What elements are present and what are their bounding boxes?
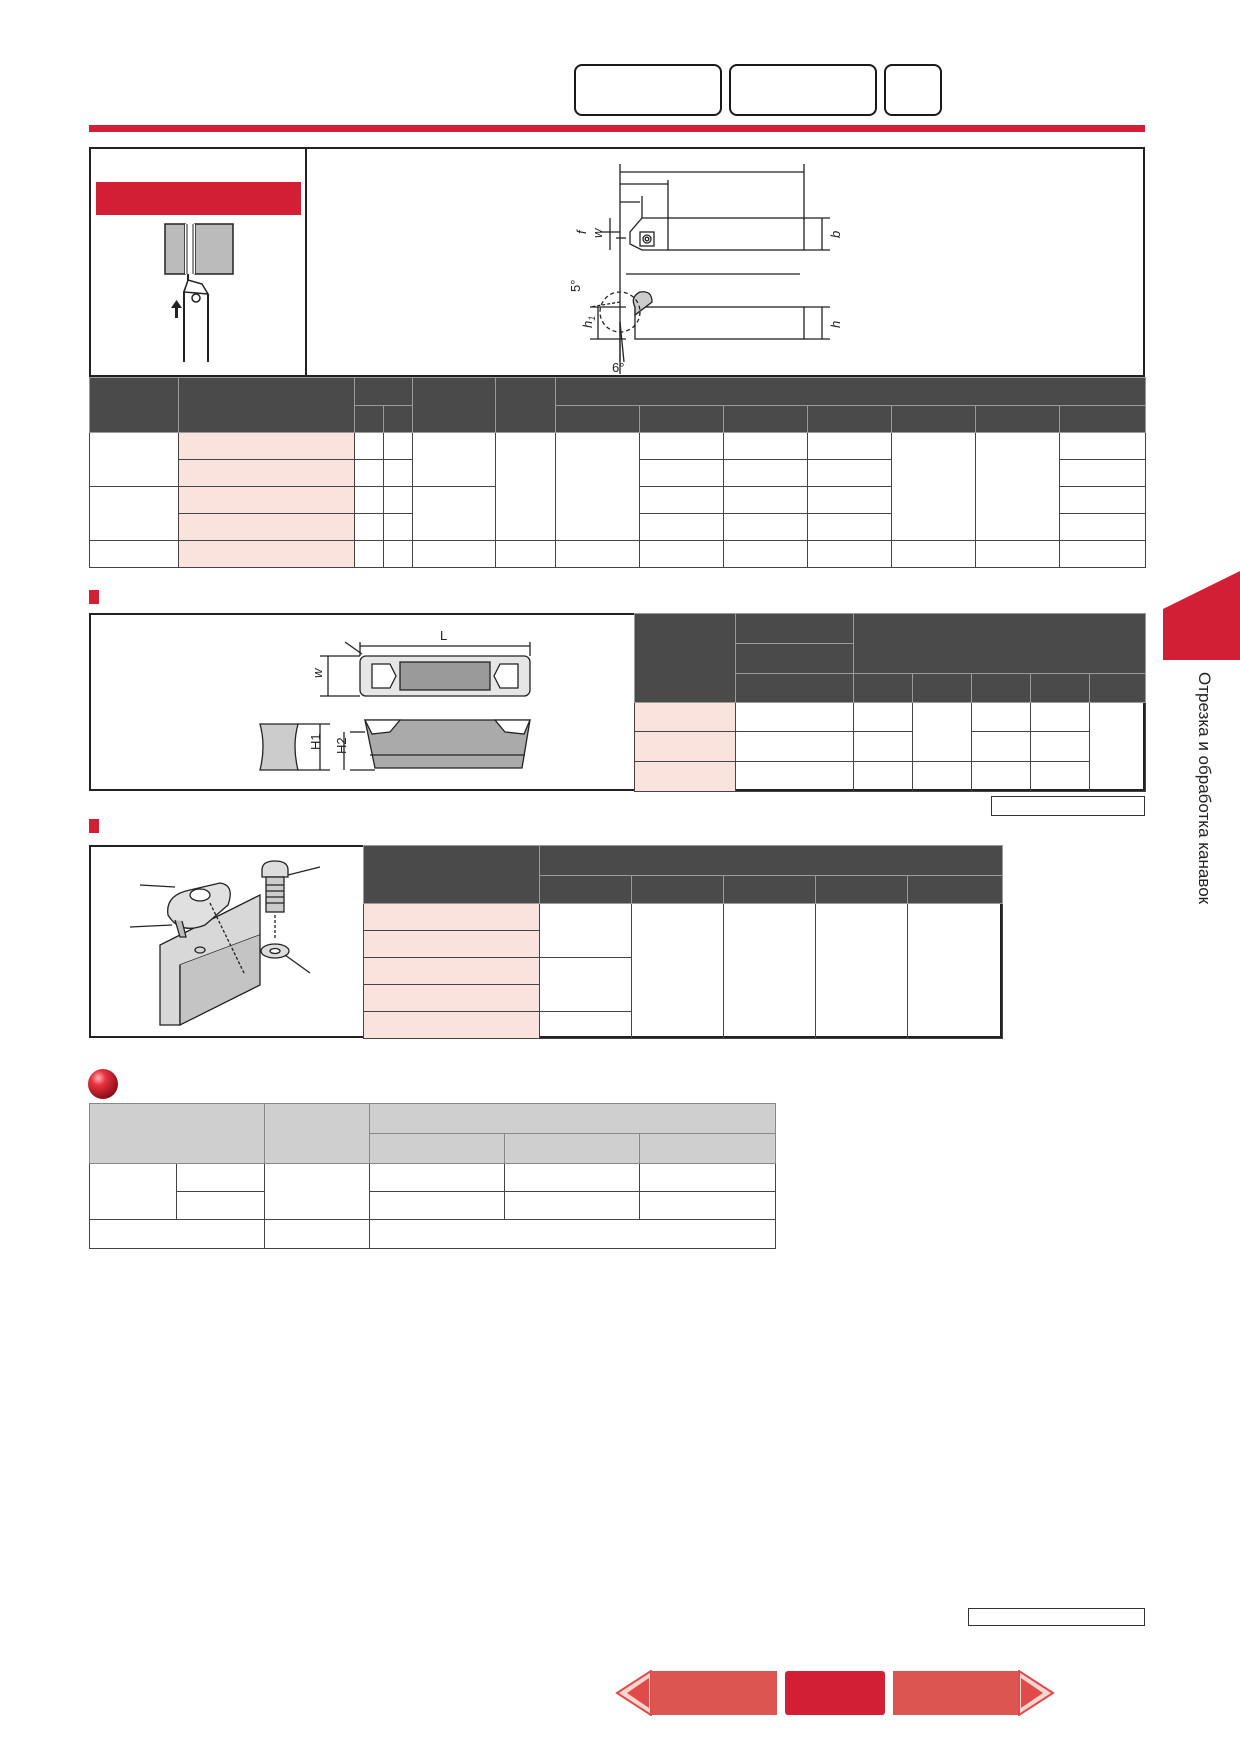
holder-spec-table bbox=[89, 377, 1146, 568]
application-sketch bbox=[150, 222, 240, 367]
table-row bbox=[90, 1164, 776, 1192]
prev-page-icon[interactable] bbox=[617, 1671, 777, 1715]
dim-f-label: f bbox=[574, 230, 589, 234]
angle-6-label: 6° bbox=[612, 360, 625, 374]
insert-spec-table bbox=[634, 613, 1146, 792]
section-marker-inserts bbox=[89, 590, 99, 604]
dim-w-label: w bbox=[590, 228, 605, 238]
insert-L-label: L bbox=[440, 628, 448, 643]
holder-dimension-drawing bbox=[560, 152, 860, 374]
holder-th-5 bbox=[496, 378, 556, 433]
up-arrow-icon bbox=[171, 300, 182, 318]
table-row bbox=[90, 433, 1146, 460]
side-section-tab[interactable] bbox=[1163, 571, 1240, 660]
table-row bbox=[635, 762, 1146, 792]
insert-H2-label: H2 bbox=[334, 737, 349, 754]
bottom-navigation bbox=[615, 1670, 1055, 1716]
table-row bbox=[635, 732, 1146, 762]
dim-h1-label: $h_1$ bbox=[580, 315, 597, 328]
holder-th-stock bbox=[355, 378, 413, 406]
dim-b-label: b bbox=[828, 230, 843, 238]
table-row bbox=[364, 904, 1003, 931]
parts-table bbox=[363, 845, 1003, 1039]
current-page-button[interactable] bbox=[785, 1671, 885, 1715]
insert-drawing bbox=[240, 620, 550, 788]
next-page-icon[interactable] bbox=[893, 1671, 1053, 1715]
insert-H1-label: H1 bbox=[308, 733, 323, 750]
insert-ref-box[interactable] bbox=[991, 796, 1145, 816]
angle-5-label: 5° bbox=[568, 279, 583, 292]
header-rule bbox=[89, 125, 1145, 132]
side-section-label: Отрезка и обработка канавок bbox=[1195, 672, 1214, 905]
header-tab-2[interactable] bbox=[729, 64, 877, 116]
table-row bbox=[90, 1192, 776, 1220]
dim-h-label: h bbox=[828, 320, 843, 328]
holder-th-4 bbox=[413, 378, 496, 433]
red-ball-icon bbox=[87, 1068, 119, 1100]
holder-th-1 bbox=[90, 378, 179, 433]
table-row bbox=[635, 703, 1146, 732]
section-marker-parts bbox=[89, 819, 99, 833]
table-row bbox=[90, 541, 1146, 568]
holder-th-dimensions bbox=[556, 378, 1146, 406]
insert-w-label: w bbox=[310, 668, 325, 678]
header-tab-3[interactable] bbox=[884, 64, 942, 116]
page-ref-box[interactable] bbox=[968, 1608, 1145, 1626]
holder-frame-divider bbox=[305, 147, 307, 377]
holder-type-red-bar bbox=[96, 182, 301, 215]
cutting-conditions-table bbox=[89, 1103, 776, 1249]
header-tab-1[interactable] bbox=[574, 64, 722, 116]
parts-exploded-drawing bbox=[120, 855, 350, 1035]
holder-th-code bbox=[179, 378, 355, 433]
table-row bbox=[90, 1220, 776, 1249]
